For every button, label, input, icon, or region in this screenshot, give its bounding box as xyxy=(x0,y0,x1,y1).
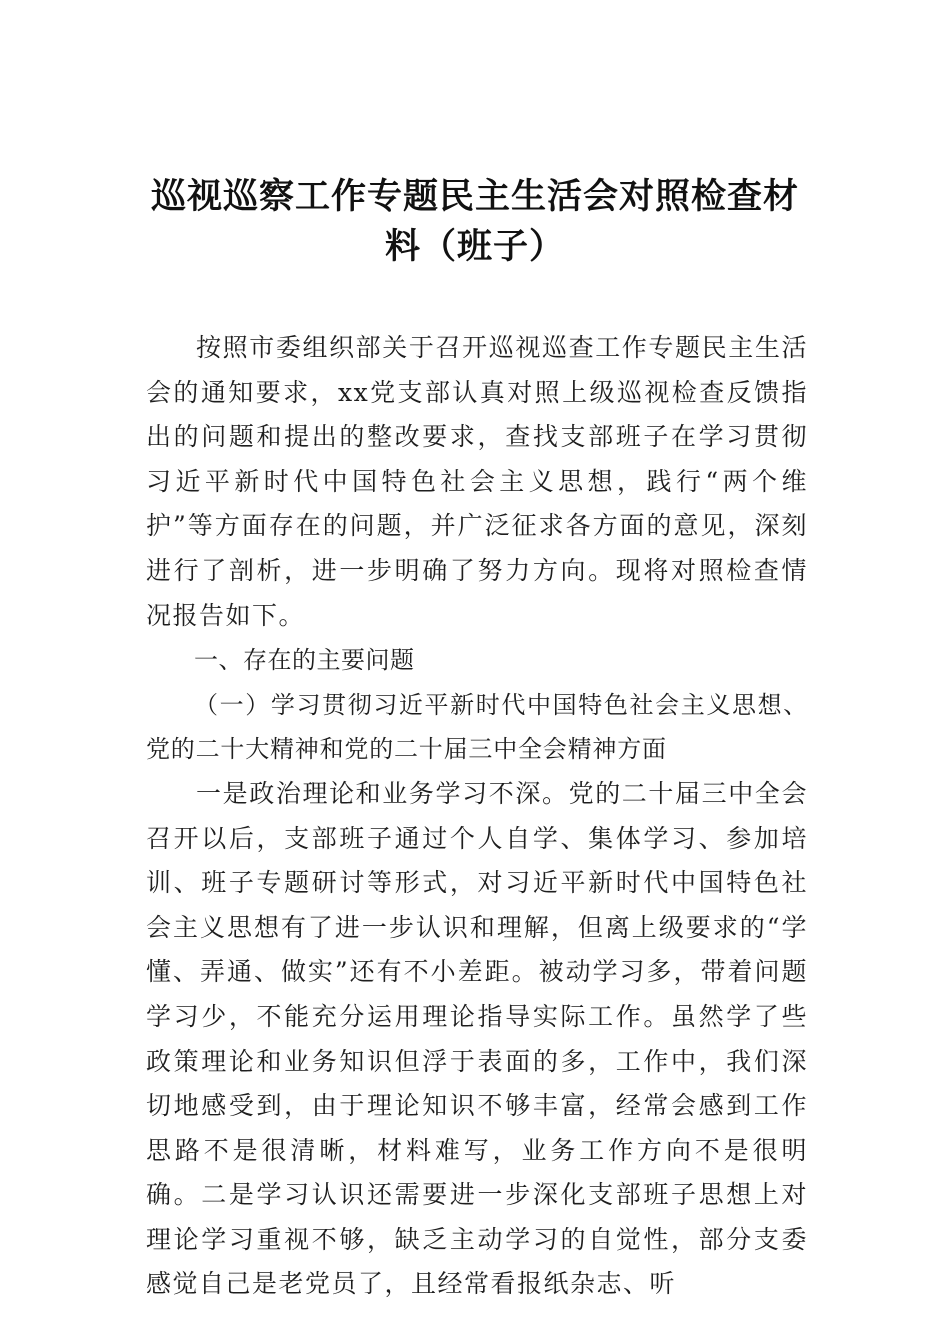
body-paragraph: 一是政治理论和业务学习不深。党的二十届三中全会召开以后，支部班子通过个人自学、集体学习、参加培训、班子专题研讨等形式，对习近平新时代中国特色社会主义思想有了进一步认识和理解，但离上级要求的“学懂、弄通、做实”还有不小差距。被动学习多，带着问题学习少，不能充分运用理论指导实际工作。虽然学了些政策理论和业务知识但浮于表面的多，工作中，我们深切地感受到，由于理论知识不够丰富，经常会感到工作思路不是很清晰，材料难写，业务工作方向不是很明确。二是学习认识还需要进一步深化支部班子思想上对理论学习重视不够，缺乏主动学习的自觉性，部分支委感觉自己是老党员了，且经常看报纸杂志、听 xyxy=(146,778,808,1299)
document-body xyxy=(146,326,808,1307)
document-title: 巡视巡察工作专题民主生活会对照检查材料（班子） xyxy=(150,176,799,267)
intro-paragraph: 按照市委组织部关于召开巡视巡查工作专题民主生活会的通知要求，xx党支部认真对照上级巡视检查反馈指出的问题和提出的整改要求，查找支部班子在学习贯彻习近平新时代中国特色社会主义思想，践行“两个维护”等方面存在的问题，并广泛征求各方面的意见，深刻进行了剖析，进一步明确了努力方向。现将对照检查情况报告如下。 xyxy=(146,333,808,630)
subsection-heading: （一）学习贯彻习近平新时代中国特色社会主义思想、党的二十大精神和党的二十届三中全会精神方面 xyxy=(146,690,808,764)
section-heading: 一、存在的主要问题 xyxy=(194,646,415,675)
